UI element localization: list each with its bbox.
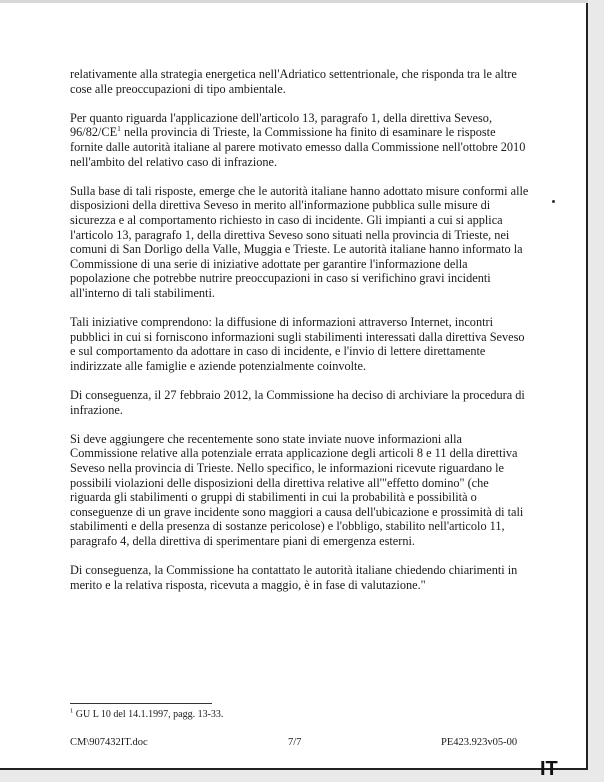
footnote-reference: 1	[117, 124, 121, 134]
paragraph-new-information: Si deve aggiungere che recentemente sono state inviate nuove informazioni alla Commissione relative alla potenziale errata applicazione degli articoli 8 e 11 della direttiva Seveso nella provincia di Trieste. Nello specifico, le informazioni ricevute riguardano le possibili violazioni delle disposizioni della direttiva relative all'"effetto domino" (che riguarda gli stabilimenti o gruppi di stabilimenti in cui la probabilità e possibilità o conseguenze di un grave incidente sono maggiori a causa dell'ubicazione e prossimità di tali stabilimenti e della presenza di sostanze pericolose) e l'obbligo, stabilito nell'articolo 11, paragrafo 4, della direttiva di sperimentare piani di emergenza esterni.	[70, 431, 524, 548]
footer-pe-reference: PE423.923v05-00	[441, 737, 518, 748]
seveso-text-end: nella provincia di Trieste, la Commissione ha finito di esaminare le risposte fornite dalle autorità italiane al parere motivato emesso dalla Commissione nell'ottobre 2010 nell'ambito del relativo caso di infrazione.	[70, 125, 526, 169]
scan-edge	[0, 0, 588, 3]
footer-page-number: 7/7	[288, 737, 302, 748]
paragraph-energy-strategy: relativamente alla strategia energetica nell'Adriatico settentrionale, che risponda tra le altre cose alle preoccupazioni di tipo ambientale.	[70, 67, 517, 96]
paragraph-seveso-application	[70, 111, 530, 169]
footnote-separator	[70, 703, 212, 704]
language-mark: IT	[540, 758, 558, 780]
document-body	[70, 67, 530, 607]
footnote-text: GU L 10 del 14.1.1997, pagg. 13-33.	[73, 709, 224, 720]
paragraph-initiatives: Tali iniziative comprendono: la diffusione di informazioni attraverso Internet, incontri pubblici in cui si forniscono informazioni sugli stabilimenti interessati dalla direttiva Seveso e sul comportamento da adottare in caso di incidente, e l'invio di lettere direttamente indirizzate alle famiglie e aziende potenzialmente coinvolte.	[70, 315, 525, 373]
paragraph-archiving: Di conseguenza, il 27 febbraio 2012, la Commissione ha deciso di archiviare la procedura di infrazione.	[70, 388, 525, 417]
footnote-marker: 1	[70, 707, 74, 715]
footer-document-reference: CM\907432IT.doc	[70, 737, 148, 748]
paragraph-italian-measures: Sulla base di tali risposte, emerge che le autorità italiane hanno adottato misure conformi alle disposizioni della direttiva Seveso in merito all'informazione pubblica sulle misure di sicurezza e al comportamento richiesto in caso di incidente. Gli impianti a cui si applica l'articolo 13, paragrafo 1, della direttiva Seveso sono situati nella provincia di Trieste, nei comuni di San Dorligo della Valle, Muggia e Trieste. Le autorità italiane hanno informato la Commissione di una serie di iniziative adottate per garantire l'informazione della popolazione che potrebbe nutrire preoccupazioni in caso si verifichino gravi incidenti all'interno di tali stabilimenti.	[70, 183, 529, 300]
footnote	[70, 709, 223, 721]
seveso-text-start: Per quanto riguarda l'applicazione dell'articolo 13, paragrafo 1, della direttiva Seveso, 96/82/CE	[70, 110, 493, 140]
scan-speck	[552, 200, 555, 203]
paragraph-conclusion: Di conseguenza, la Commissione ha contattato le autorità italiane chiedendo chiarimenti in merito e la relativa risposta, ricevuta a maggio, è in fase di valutazione."	[70, 563, 518, 592]
